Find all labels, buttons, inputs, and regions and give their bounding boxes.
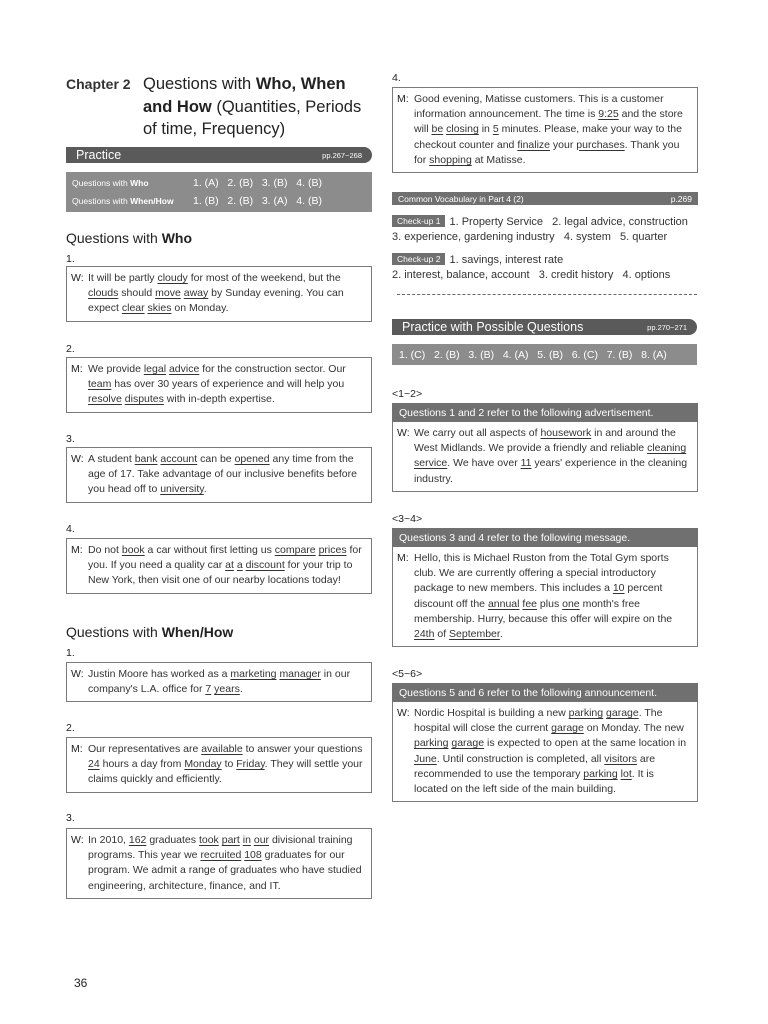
vocab-title: Common Vocabulary in Part 4 (2) — [398, 193, 524, 204]
key-word: fee — [522, 597, 538, 610]
key-word: 24th — [414, 628, 435, 641]
item-number: 1. — [66, 647, 75, 659]
possible-answer-bar: 1. (C) 2. (B) 3. (B) 4. (A) 5. (B) 6. (C) 7. (B) 8. (A) — [392, 344, 697, 365]
key-word: 24 — [88, 758, 100, 771]
checkup1-line1: Check-up 1 1. Property Service 2. legal advice, construction — [392, 215, 688, 228]
key-word: resolve — [88, 393, 122, 406]
key-word: parking — [583, 767, 618, 780]
key-word: team — [88, 378, 112, 391]
key-word: a — [236, 559, 243, 572]
key-word: 5 — [492, 123, 499, 136]
answer-row-whenhow — [66, 192, 372, 210]
key-word: cloudy — [157, 272, 188, 284]
speaker-label: W: — [71, 834, 84, 846]
question-group-label: <1~2> — [392, 388, 423, 400]
speaker-label: M: — [71, 363, 83, 375]
transcript-text: Our representatives are available to answer your questions 24 hours a day from Monday to Friday. They will settle your claims quickly and efficiently. — [88, 743, 363, 786]
key-word: advice — [168, 363, 200, 375]
transcript-text: Justin Moore has worked as a marketing manager in our company's L.A. office for 7 years. — [88, 668, 351, 696]
key-word: disputes — [124, 393, 164, 406]
speaker-label: W: — [397, 707, 410, 719]
question-group-header: Questions 5 and 6 refer to the following announcement. — [392, 683, 698, 702]
key-word: opened — [234, 453, 270, 465]
answer-row-label: Questions with Who — [72, 178, 149, 188]
question-group-label: <3~4> — [392, 513, 423, 525]
speaker-label: M: — [397, 93, 409, 105]
key-word: shopping — [429, 153, 472, 166]
key-word: took — [198, 834, 219, 846]
transcript-box — [392, 87, 698, 173]
checkup1-tag: Check-up 1 — [392, 215, 445, 227]
transcript-text: We carry out all aspects of housework in and around the West Midlands. We provide a friendly and reliable cleaning service. We have over 11 years' experience in the cleaning industry. — [414, 427, 688, 485]
item-number: 4. — [392, 72, 401, 84]
vocab-header-bar — [392, 192, 698, 205]
answer-row-who — [66, 174, 372, 192]
key-word: garage — [606, 707, 639, 719]
key-word: part — [221, 834, 240, 846]
key-word: clear — [121, 302, 145, 315]
key-word: housework — [540, 427, 592, 439]
key-word: finalize — [517, 138, 551, 151]
transcript-box — [392, 547, 698, 647]
key-word: away — [183, 287, 209, 300]
key-word: Friday — [236, 758, 265, 771]
key-word: parking — [414, 737, 449, 750]
key-word: 11 — [520, 457, 532, 470]
answer-row-label: Questions with When/How — [72, 196, 174, 206]
item-number: 2. — [66, 722, 75, 734]
transcript-text: Do not book a car without first letting us compare prices for you. If you need a quality car at a discount for your trip to New York, then visit one of our nearby locations today! — [88, 544, 362, 587]
question-group — [392, 528, 698, 647]
key-word: discount — [245, 559, 285, 572]
vocab-page: p.269 — [670, 193, 692, 204]
key-word: in — [242, 834, 251, 846]
key-word: marketing — [230, 668, 277, 680]
item-number: 3. — [66, 433, 75, 445]
key-word: service — [414, 457, 448, 470]
question-group — [392, 403, 698, 492]
key-word: garage — [551, 722, 584, 735]
key-word: 9:25 — [598, 108, 619, 121]
transcript-text: Good evening, Matisse customers. This is a customer information announcement. The time is 9:25 and the store will be closing in 5 minutes. Please, make your way to the checkout counter and finalize your purchases. Thank you for shopping at Matisse. — [414, 93, 683, 166]
transcript-text: It will be partly cloudy for most of the weekend, but the clouds should move away by Sunday evening. You can expect clear skies on Monday. — [88, 272, 344, 315]
checkup2-line2: 2. interest, balance, account 3. credit history 4. options — [392, 269, 671, 281]
transcript-box — [66, 737, 372, 793]
transcript-box — [66, 828, 372, 899]
key-word: available — [201, 743, 243, 755]
transcript-text: In 2010, 162 graduates took part in our divisional training programs. This year we recruited 108 graduates for our program. We admit a range of graduates who have studied engineering, architecture, finance, and IT. — [88, 834, 362, 892]
answer-row-values: 1. (B) 2. (B) 3. (A) 4. (B) — [193, 195, 322, 207]
practice-header-bar — [66, 147, 372, 163]
transcript-box — [66, 538, 372, 594]
item-number: 1. — [66, 253, 75, 265]
chapter-label: Chapter 2 — [66, 76, 131, 92]
checkup2-line1: Check-up 2 1. savings, interest rate — [392, 253, 563, 266]
key-word: parking — [568, 707, 604, 719]
transcript-box — [66, 662, 372, 702]
key-word: cleaning — [647, 442, 687, 455]
speaker-label: W: — [397, 427, 410, 439]
checkup1-line2: 3. experience, gardening industry 4. system 5. quarter — [392, 231, 668, 243]
transcript-box — [66, 357, 372, 413]
key-word: 162 — [128, 834, 147, 846]
key-word: be — [431, 123, 444, 136]
section-heading-who: Questions with Who — [66, 230, 193, 246]
speaker-label: W: — [71, 668, 84, 680]
key-word: lot — [620, 767, 632, 780]
transcript-box — [392, 422, 698, 492]
checkup2-tag: Check-up 2 — [392, 253, 445, 265]
key-word: annual — [487, 597, 520, 610]
chapter-title-bold-2: and How — [143, 97, 212, 116]
speaker-label: M: — [71, 743, 83, 755]
chapter-title-text-3: of time, Frequency) — [143, 120, 286, 138]
transcript-text: Nordic Hospital is building a new parking garage. The hospital will close the current garage on Monday. The new parking garage is expected to open at the same location in June. Until construction is completed, all visitors are recommended to use the temporary parking lot. It is located on the left side of the main building. — [414, 707, 687, 796]
key-word: garage — [451, 737, 485, 750]
dashed-divider — [397, 294, 697, 295]
key-word: move — [155, 287, 181, 300]
chapter-title — [143, 73, 373, 141]
key-word: one — [562, 597, 580, 610]
chapter-title-text-2: (Quantities, Periods — [211, 97, 362, 116]
key-word: purchases — [576, 138, 625, 151]
key-word: clouds — [88, 287, 119, 300]
question-group-header: Questions 1 and 2 refer to the following advertisement. — [392, 403, 698, 422]
transcript-text: A student bank account can be opened any time from the age of 17. Take advantage of our inclusive benefits before you head off to university. — [88, 453, 357, 496]
key-word: our — [253, 834, 270, 846]
possible-questions-title: Practice with Possible Questions — [402, 320, 584, 334]
key-word: skies — [147, 302, 172, 315]
speaker-label: M: — [397, 552, 409, 564]
key-word: manager — [279, 668, 321, 680]
key-word: closing — [446, 123, 479, 136]
page-number: 36 — [74, 976, 88, 990]
section-heading-whenhow: Questions with When/How — [66, 624, 234, 640]
speaker-label: W: — [71, 453, 84, 465]
transcript-box — [66, 447, 372, 503]
item-number: 3. — [66, 812, 75, 824]
key-word: university — [160, 483, 204, 496]
key-word: June — [414, 752, 437, 765]
speaker-label: W: — [71, 272, 84, 284]
chapter-title-bold: Who, When — [255, 75, 346, 93]
key-word: at — [225, 559, 234, 572]
possible-questions-pages: pp.270~271 — [647, 322, 687, 332]
key-word: September — [449, 628, 500, 641]
practice-answer-table — [66, 172, 372, 212]
key-word: 7 — [205, 683, 212, 696]
transcript-text: Hello, this is Michael Ruston from the Total Gym sports club. We are currently offering a special introductory package to new members. This includes a 10 percent discount off the annual fee plus one month's free membership. Hurry, because this offer will expire on the 24th of September. — [414, 552, 673, 641]
question-group-label: <5~6> — [392, 668, 423, 680]
item-number: 2. — [66, 343, 75, 355]
question-group — [392, 683, 698, 802]
possible-questions-header-bar — [392, 319, 697, 335]
key-word: recruited — [200, 849, 242, 862]
key-word: account — [160, 453, 198, 465]
practice-title: Practice — [76, 148, 122, 162]
item-number: 4. — [66, 523, 75, 535]
chapter-title-text: Questions with — [143, 75, 256, 93]
key-word: prices — [318, 544, 347, 556]
question-group-header: Questions 3 and 4 refer to the following message. — [392, 528, 698, 547]
key-word: book — [121, 544, 145, 556]
key-word: visitors — [604, 752, 637, 765]
key-word: Monday — [184, 758, 222, 771]
transcript-text: We provide legal advice for the construction sector. Our team has over 30 years of experience and will help you resolve disputes with in-depth expertise. — [88, 363, 346, 406]
key-word: years — [214, 683, 240, 696]
key-word: 10 — [612, 582, 625, 595]
key-word: bank — [134, 453, 158, 465]
key-word: compare — [274, 544, 316, 556]
transcript-box — [392, 702, 698, 802]
speaker-label: M: — [71, 544, 83, 556]
practice-pages: pp.267~268 — [322, 150, 362, 160]
key-word: 108 — [244, 849, 262, 862]
answer-row-values: 1. (A) 2. (B) 3. (B) 4. (B) — [193, 177, 322, 189]
transcript-box — [66, 266, 372, 322]
key-word: legal — [143, 363, 167, 375]
